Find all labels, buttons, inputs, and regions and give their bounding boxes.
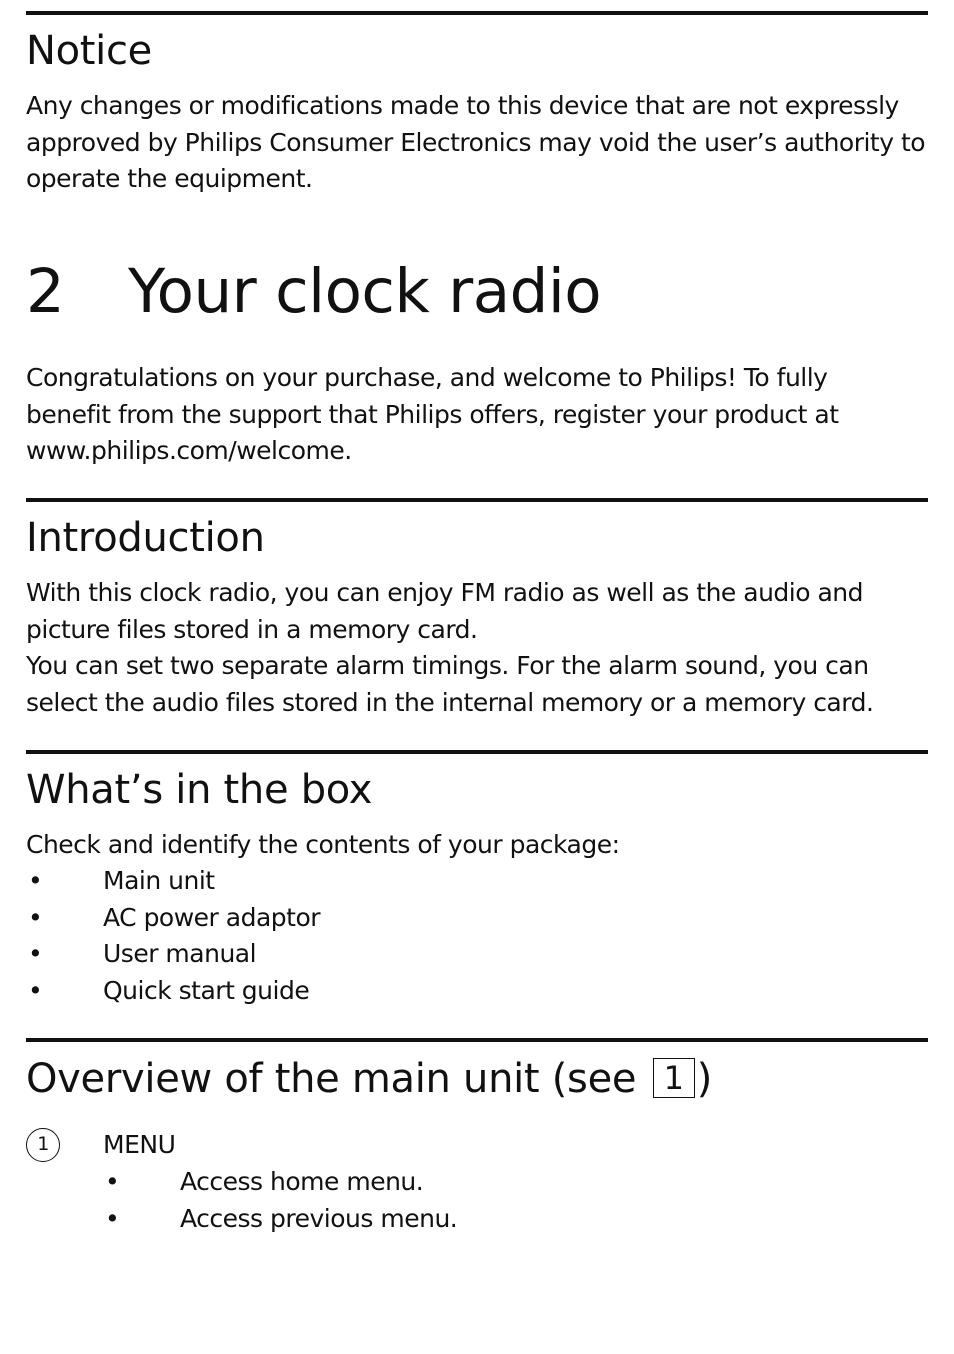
- notice-heading: Notice: [26, 28, 152, 74]
- manual-page: [26, 0, 928, 1354]
- bullet-icon: •: [28, 939, 43, 968]
- list-item-text: User manual: [103, 939, 257, 968]
- list-item: [103, 1164, 928, 1201]
- section-divider: [26, 11, 928, 15]
- chapter-title-text: Your clock radio: [128, 256, 602, 327]
- list-item: [26, 973, 928, 1010]
- overview-heading-suffix: ): [696, 1056, 712, 1102]
- list-item-text: Main unit: [103, 866, 215, 895]
- chapter-number: 2: [26, 256, 65, 327]
- section-divider: [26, 750, 928, 754]
- section-divider: [26, 1038, 928, 1042]
- box-heading: What’s in the box: [26, 767, 373, 813]
- bullet-icon: •: [28, 902, 43, 932]
- overview-item: [26, 1127, 175, 1164]
- chapter-intro: Congratulations on your purchase, and welcome to Philips! To fully benefit from the support that Philips offers, register your product at www.philips.com/welcome.: [26, 363, 839, 465]
- bullet-icon: •: [105, 1167, 120, 1196]
- bullet-icon: •: [28, 866, 43, 895]
- list-item-text: Quick start guide: [103, 975, 310, 1005]
- overview-heading-text: Overview of the main unit (see: [26, 1056, 637, 1102]
- overview-item-bullets: [103, 1164, 928, 1237]
- introduction-heading: Introduction: [26, 515, 265, 561]
- overview-item-label: MENU: [103, 1130, 176, 1159]
- list-item-text: AC power adaptor: [103, 902, 321, 932]
- bullet-icon: •: [105, 1203, 120, 1233]
- list-item: [103, 1201, 928, 1238]
- introduction-paragraph-1: With this clock radio, you can enjoy FM radio as well as the audio and picture files stored in a memory card.: [26, 578, 864, 644]
- list-item-text: Access previous menu.: [180, 1203, 458, 1233]
- list-item: [26, 900, 928, 937]
- section-divider: [26, 498, 928, 502]
- callout-number-icon: 1: [26, 1128, 60, 1162]
- box-contents-list: [26, 863, 928, 1009]
- introduction-paragraph-2: You can set two separate alarm timings. For the alarm sound, you can select the audio files stored in the internal memory or a memory card.: [26, 651, 874, 717]
- list-item: [26, 863, 928, 900]
- box-lead: Check and identify the contents of your package:: [26, 830, 620, 859]
- overview-heading: [26, 1055, 712, 1103]
- notice-text: Any changes or modifications made to this device that are not expressly approved by Philips Consumer Electronics may void the user’s authority to operate the equipment.: [26, 91, 926, 193]
- bullet-icon: •: [28, 975, 43, 1005]
- list-item-text: Access home menu.: [180, 1167, 424, 1196]
- figure-reference-box: 1: [653, 1058, 695, 1098]
- chapter-title: [26, 256, 601, 328]
- list-item: [26, 936, 928, 973]
